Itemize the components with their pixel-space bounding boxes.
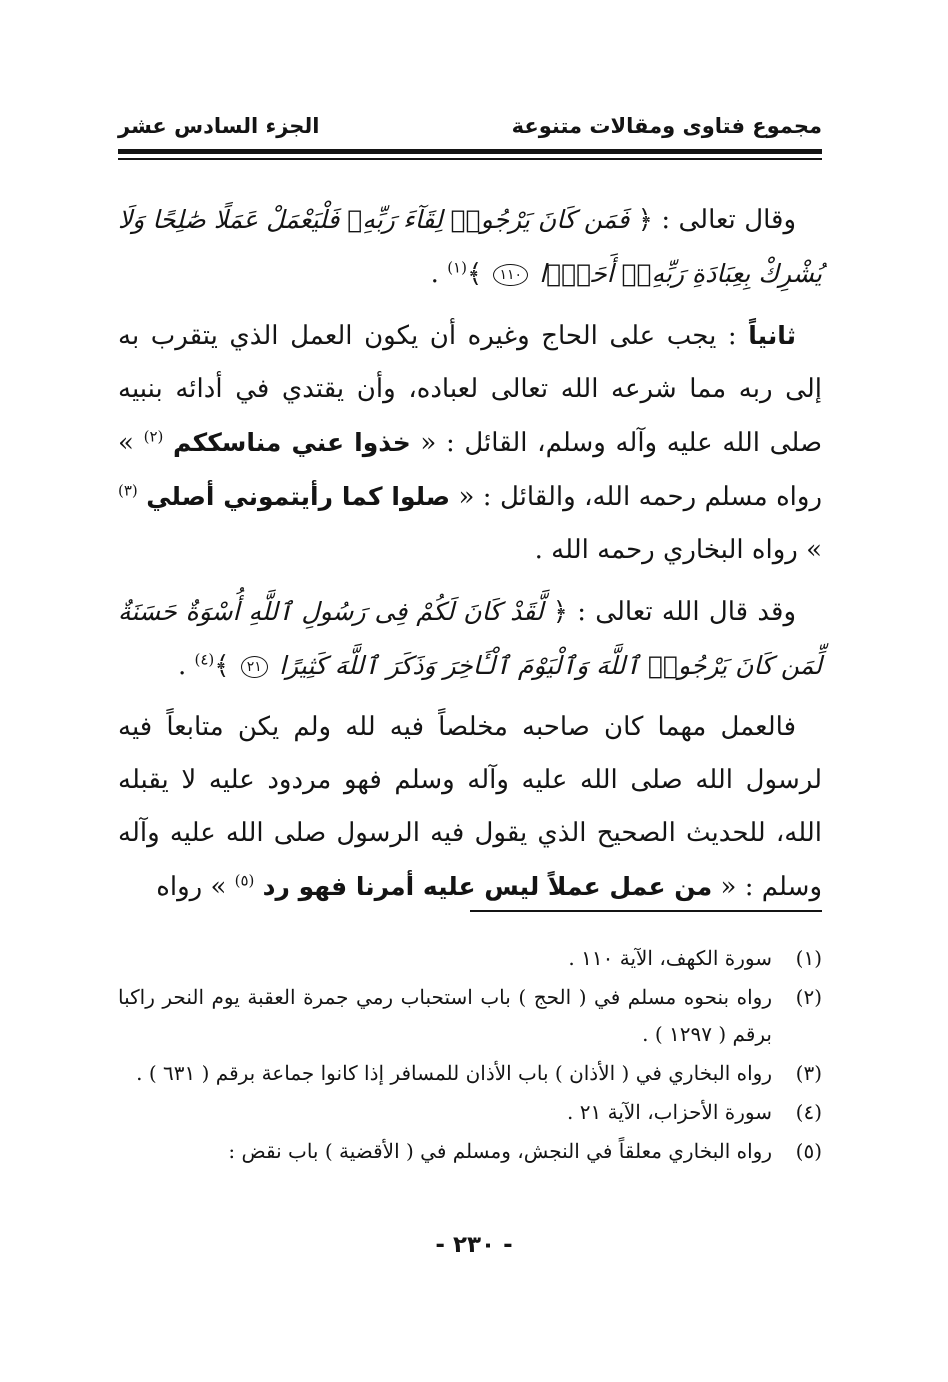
footnote-ref: (٤) — [194, 650, 215, 669]
hadith-quote: من عمل عملاً ليس عليه أمرنا فهو رد — [262, 872, 713, 901]
sentence-end: . — [430, 259, 439, 289]
lead-word: ثانياً — [748, 321, 796, 350]
footnote-text: رواه بنحوه مسلم في ( الحج ) باب استحباب رمي جمرة العقبة يوم النحر راكبا برقم ( ١٢٩٧ ) . — [118, 985, 772, 1046]
footnote-item — [118, 940, 822, 977]
paragraph-text: فالعمل مهما كان صاحبه مخلصاً فيه لله ولم يكن متابعاً فيه لرسول الله صلى الله عليه وآله وسلم فهو مردود عليه لا يقبله الله، للحديث الصحيح الذي يقول فيه الرسول صلى الله عليه وآله وسلم : « — [118, 712, 822, 902]
paragraph-verse-kahf — [118, 193, 822, 301]
running-header — [118, 108, 822, 146]
paragraph-verse-ahzab — [118, 585, 822, 693]
quran-verse: فَمَن كَانَ يَرْجُوا۟ لِقَآءَ رَبِّهِۦ فَلْيَعْمَلْ عَمَلًا صَٰلِحًا وَلَا يُشْرِكْ بِعِبَادَةِ رَبِّهِۦٓ أَحَدًۢا — [118, 205, 822, 288]
footnote-number: (٤) — [795, 1100, 822, 1124]
paragraph-secondly — [118, 309, 822, 577]
header-rule-thick — [118, 149, 822, 154]
footnote-ref: (٢) — [143, 427, 164, 446]
verse-close: ﴾ — [214, 651, 230, 681]
footnote-text: سورة الكهف، الآية ١١٠ . — [568, 946, 772, 970]
footnote-number: (٥) — [795, 1139, 822, 1163]
footnote-number: (١) — [795, 946, 822, 970]
volume-title: الجزء السادس عشر — [118, 114, 320, 138]
verse-intro: وقال تعالى : ﴿ — [637, 205, 796, 235]
footnote-ref: (٣) — [118, 481, 138, 500]
footnote-text: رواه البخاري معلقاً في النجش، ومسلم في ( الأقضية ) باب نقض : — [228, 1139, 772, 1163]
footnote-ref: (١) — [447, 258, 467, 277]
paragraph-text: : يجب على الحاج وغيره أن يكون العمل الذي يتقرب به إلى ربه مما شرعه الله تعالى لعباده، وأن يقتدي في أدائه بنبيه صلى الله عليه وآله وسلم، القائل : « — [118, 321, 823, 458]
footnote-text: سورة الأحزاب، الآية ٢١ . — [567, 1100, 772, 1124]
footnote-ref: (٥) — [234, 871, 255, 890]
footnote-item — [118, 1055, 822, 1092]
ayah-number-marker: ٢١ — [241, 656, 268, 678]
sentence-end: . — [177, 651, 187, 681]
paragraph-deeds — [118, 701, 822, 914]
ayah-number-marker: ١١٠ — [493, 264, 528, 286]
verse-intro: وقد قال الله تعالى : ﴿ — [552, 597, 796, 627]
main-text — [118, 193, 822, 922]
footnote-text: رواه البخاري في ( الأذان ) باب الأذان للمسافر إذا كانوا جماعة برقم ( ٦٣١ ) . — [136, 1061, 772, 1085]
footnote-item — [118, 1133, 822, 1170]
paragraph-text: » رواه مسلم رحمه الله، والقائل : « — [118, 428, 823, 512]
footnote-item — [118, 1094, 822, 1131]
footnote-number: (٢) — [795, 985, 822, 1009]
paragraph-text: » رواه البخاري رحمه الله . — [534, 535, 822, 565]
paragraph-text: » رواه — [156, 872, 227, 902]
verse-close: ﴾ — [466, 259, 483, 289]
footnote-item — [118, 979, 822, 1053]
footnote-number: (٣) — [795, 1061, 822, 1085]
hadith-quote: صلوا كما رأيتموني أصلي — [146, 482, 450, 511]
header-rule-thin — [118, 158, 822, 160]
hadith-quote: خذوا عني مناسككم — [173, 428, 411, 457]
footnote-separator — [470, 910, 822, 912]
page-number: - ٢٣٠ - — [435, 1232, 513, 1258]
book-title: مجموع فتاوى ومقالات متنوعة — [511, 114, 822, 138]
footnotes — [118, 940, 822, 1172]
quran-verse: لَّقَدْ كَانَ لَكُمْ فِى رَسُولِ ٱللَّهِ أُسْوَةٌ حَسَنَةٌ لِّمَن كَانَ يَرْجُوا۟ ٱللَّهَ وَٱلْيَوْمَ ٱلْـَٔاخِرَ وَذَكَرَ ٱللَّهَ كَثِيرًا — [118, 597, 822, 680]
